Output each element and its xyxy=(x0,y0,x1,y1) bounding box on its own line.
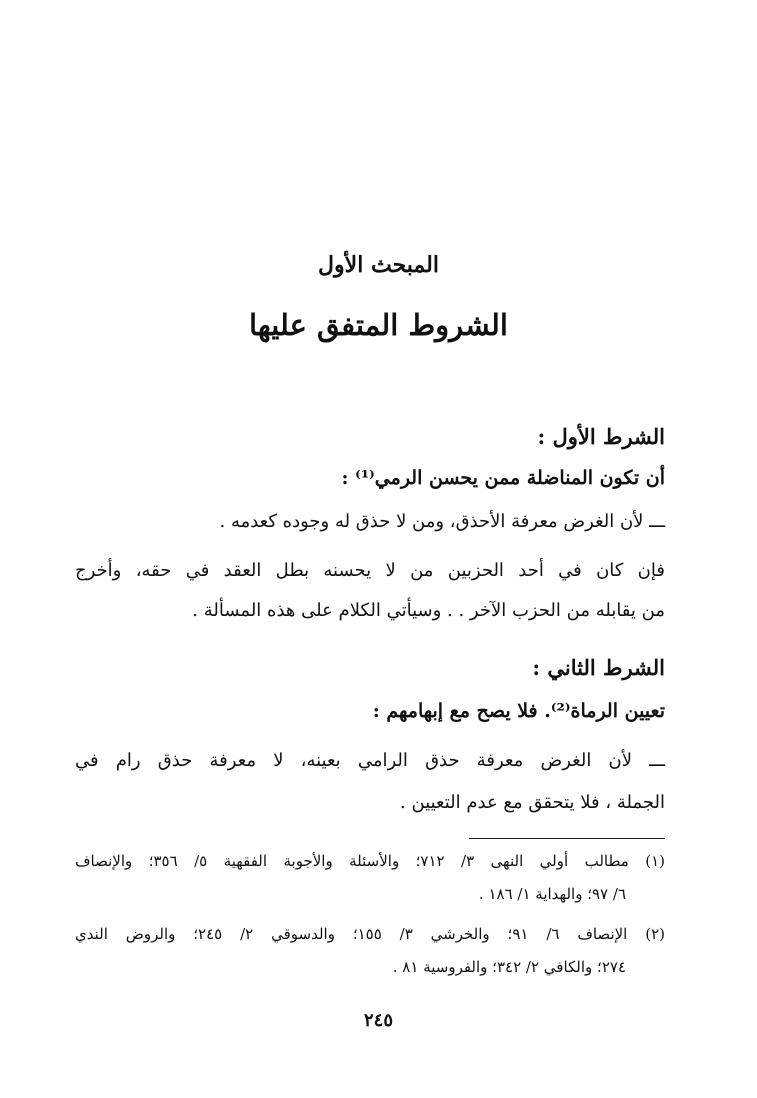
page-number: ٢٤٥ xyxy=(363,1010,393,1031)
condition1-heading: الشرط الأول : xyxy=(537,424,665,449)
footnote-separator xyxy=(469,838,665,839)
footnote-1-line1: (١) مطالب أولي النهى ٣/ ٧١٢؛ والأسئلة والأجوبة الفقهية ٥/ ٣٥٦؛ والإنصاف xyxy=(75,852,666,870)
condition2-heading: الشرط الثاني : xyxy=(532,655,665,680)
section-title: الشروط المتفق عليها xyxy=(249,308,508,342)
condition1-paragraph-line2: من يقابله من الحزب الآخر . . وسيأتي الكلام على هذه المسألة . xyxy=(192,600,665,621)
condition1-reason: ـــ لأن الغرض معرفة الأحذق، ومن لا حذق له وجوده كعدمه . xyxy=(219,511,665,532)
condition2-reason-line1: ـــ لأن الغرض معرفة حذق الرامي بعينه، لا معرفة حذق رام في xyxy=(75,750,665,771)
condition1-statement: أن تكون المناضلة ممن يحسن الرمي⁽¹⁾ : xyxy=(341,467,665,489)
condition2-reason-line2: الجملة ، فلا يتحقق مع عدم التعيين . xyxy=(400,792,665,813)
footnote-2-line2: ٢٧٤؛ والكافي ٢/ ٣٤٢؛ والفروسية ٨١ . xyxy=(392,958,626,976)
condition2-statement: تعيين الرماة⁽²⁾. فلا يصح مع إبهامهم : xyxy=(372,700,665,722)
footnote-1-line2: ٦/ ٩٧؛ والهداية ١/ ١٨٦ . xyxy=(478,885,626,903)
condition1-paragraph-line1: فإن كان في أحد الحزبين من لا يحسنه بطل العقد في حقه، وأخرج xyxy=(75,560,665,581)
chapter-label: المبحث الأول xyxy=(318,252,439,278)
footnote-2-line1: (٢) الإنصاف ٦/ ٩١؛ والخرشي ٣/ ١٥٥؛ والدسوقي ٢/ ٢٤٥؛ والروض الندي xyxy=(75,925,665,943)
